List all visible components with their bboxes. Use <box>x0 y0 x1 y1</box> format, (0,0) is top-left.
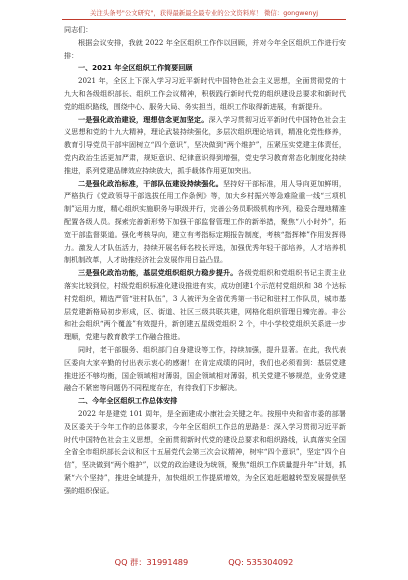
document-body <box>64 24 346 497</box>
header-banner: 关注头条号"公文研究"，获得最新最全最专业的公文资料库！ 微信：gongwenyj <box>89 9 319 17</box>
footer-qq: QQ: 535304092 <box>228 557 294 567</box>
paragraph-4-lead: 三是强化政治功能，基层党组织组织力稳步提升。 <box>78 268 238 278</box>
paragraph-6: 2022 年是建党 101 周年，是全面建成小康社会关键之年。按照中央和省市委的部署及区委关于今年工作的总体要求，今年全区组织工作总的思路是：深入学习贯彻习近平新时代中国特色社会主义思想，全面贯彻新时代党的建设总要求和组织路线，认真落实全国全省全市组织部长会议和区十五届党代会第三次会议精神，树牢“四个意识”，坚定“四个自信”，坚决做到“两个维护”，以党的政治建设为统领，聚焦“组织工作质量提升年”计划，抓紧“六个坚持”，推进全域提升，加快组织工作提质增效，为全区追赶超越转型发展提供坚强的组织保证。 <box>64 408 346 495</box>
paragraph-4-text: 各级党组织和党组织书记主责主业落实比较到位，村级党组织标准化建设推进有实，成功创建1个示范村党组织和 38 个达标村党组织，精选严管“驻村队伍”，3 人被评为全省优秀第一书记和驻村工作队员，城市基层党建新格局初步形成，区、街道、社区三级共联共建，网格化组织管理日臻完善。非公和社会组织“两个覆盖”有效提升，新创建五星级党组织 2 个，中小学校党组织关系进一步理顺，党建与教育教学工作融合推进。 <box>64 268 347 342</box>
paragraph-2-text: 深入学习贯彻习近平新时代中国特色社会主义思想和党的十九大精神，理论武装持续强化，多层次组织理论培训，精准化党性修养，教育引导党员干部牢固树立“四个意识”，坚决做到“两个维护”，压紧压实党建主体责任，党内政治生活更加严肃，规矩意识、纪律意识得到增强，党史学习教育常态化制度化持续推进，系列党建品牌效应持续放大，抓手载体作用更加突出。 <box>64 114 346 175</box>
footer-qq-group: QQ 群：31991489 <box>114 557 189 567</box>
paragraph-3-text: 坚持好干部标准，用人导向更加鲜明，严格执行《党政领导干部选拔任用工作条例》等，加大乡村振兴等急难险重一线“三项机制”运用力度，精心组织实施职务与职级并行，完善公务员职级机构序列，稳妥合理地精准配置各级人员。探索完善新形势下加强干部监督管理工作的新举措，聚焦“八小时外”，拓宽干部监督渠道。强化考核导向，建立有考指标定期报告制度，考核“指挥棒”作用发挥得力。激发人才队伍活力，持续开展名师名校长评选，加强优秀年轻干部培养，人才培养机制机制改革，人才助推经济社会发展作用日益凸显。 <box>64 178 347 265</box>
paragraph-4 <box>64 267 346 344</box>
paragraph-2-lead: 一是强化政治建设，理想信念更加坚定。 <box>78 114 209 124</box>
section1-title: 一、2021 年全区组织工作简要回顾 <box>78 63 193 73</box>
paragraph-3 <box>64 178 346 268</box>
paragraph-5: 同时，老干部服务、组织部门自身建设等工作，持续加强，提升显著。在此，我代表区委向大家辛勤的付出表示衷心的感谢！在肯定成绩的同时，我们也必须看到：基层党建推进还不够均衡，国企领域相对薄弱，国企领域相对薄弱，机关党建不够规范，业务党建融合不紧密等问题仍不同程度存在，有待我们下步解决。 <box>64 344 346 393</box>
header-divider <box>62 19 346 20</box>
paragraph-2 <box>64 114 346 178</box>
paragraph-3-lead: 二是强化政治标准，干部队伍建设持续强化。 <box>78 178 223 188</box>
greeting: 同志们： <box>64 25 93 34</box>
paragraph-1: 2021 年，全区上下深入学习习近平新时代中国特色社会主义思想，全面贯彻党的十九大和各级组织部长、组织工作会议精神，积极践行新时代党的组织建设总要求和新时代党的组织路线，围绕中心、服务大局、务实担当，组织工作取得新进展，有新提升。 <box>64 76 346 111</box>
intro-paragraph: 根据会议安排，我就 2022 年全区组织工作作以回顾，并对今年全区组织工作进行安排： <box>64 37 346 60</box>
section2-title: 二、今年全区组织工作总体安排 <box>78 396 178 406</box>
footer-contact <box>0 557 408 568</box>
